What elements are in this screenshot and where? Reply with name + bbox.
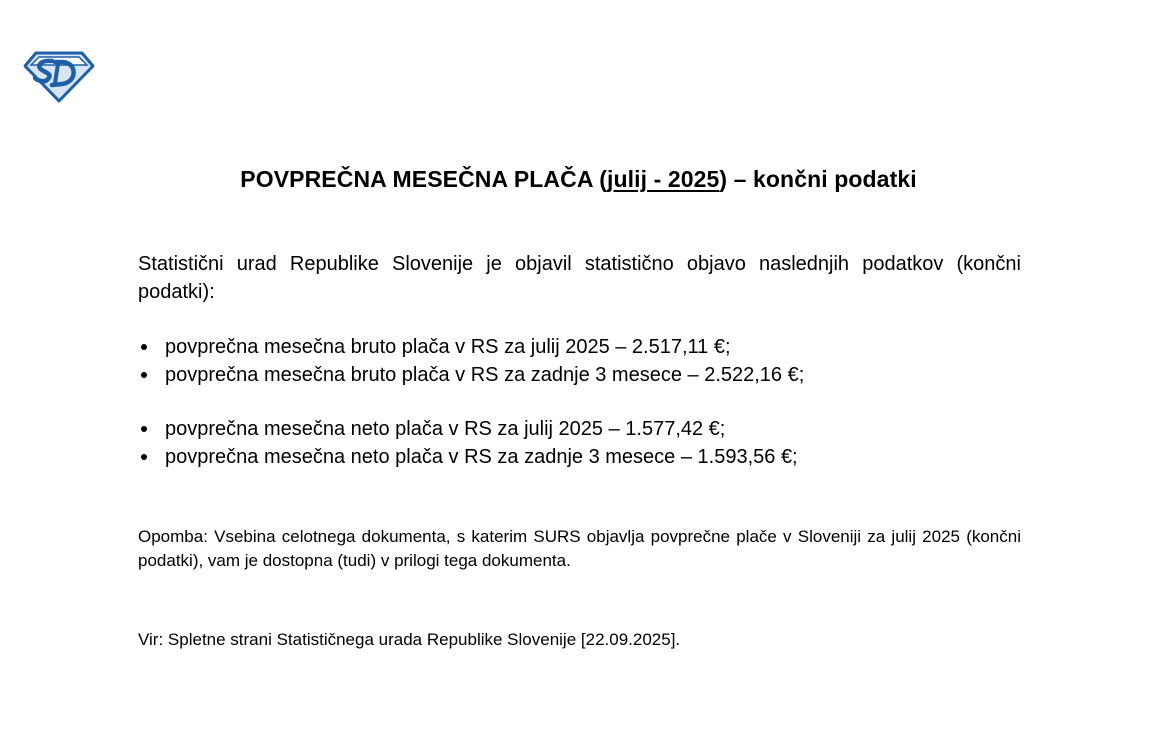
neto-salary-list — [138, 415, 1028, 471]
title-suffix: ) – končni podatki — [719, 166, 917, 192]
note-paragraph: Opomba: Vsebina celotnega dokumenta, s katerim SURS objavlja povprečne plače v Sloveniji za julij 2025 (končni podatki), vam je dostopna (tudi) v prilogi tega dokumenta. — [138, 527, 1021, 570]
page-title — [0, 166, 1157, 193]
title-prefix: POVPREČNA MESEČNA PLAČA ( — [240, 166, 607, 192]
title-period: julij - 2025 — [606, 166, 720, 192]
intro-paragraph: Statistični urad Republike Slovenije je objavil statistično objavo naslednjih podatkov (končni podatki): — [138, 253, 1021, 303]
list-item: povprečna mesečna bruto plača v RS za julij 2025 – 2.517,11 €; — [138, 333, 1028, 361]
list-item: povprečna mesečna neto plača v RS za zadnje 3 mesece – 1.593,56 €; — [138, 443, 1028, 471]
list-item: povprečna mesečna neto plača v RS za julij 2025 – 1.577,42 €; — [138, 415, 1028, 443]
sd-shield-logo-icon — [22, 48, 96, 104]
logo-graphic — [22, 48, 96, 104]
source-line: Vir: Spletne strani Statističnega urada Republike Slovenije [22.09.2025]. — [138, 630, 681, 649]
list-item: povprečna mesečna bruto plača v RS za zadnje 3 mesece – 2.522,16 €; — [138, 361, 1028, 389]
bruto-salary-list — [138, 333, 1028, 389]
